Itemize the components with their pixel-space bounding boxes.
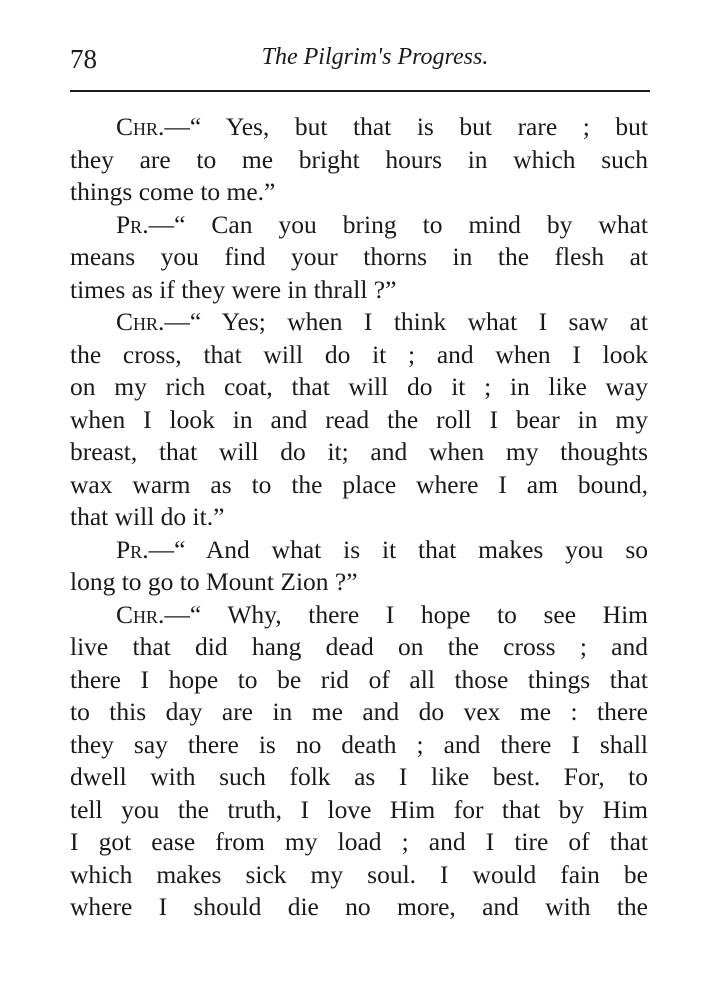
text-line: means you find your thorns in the flesh at [70, 242, 648, 271]
speaker-label: Chr. [116, 112, 165, 141]
text-line: wax warm as to the place where I am bound, [70, 469, 648, 499]
text-line: that will do it.” [70, 502, 225, 531]
text-line: there I hope to be rid of all those things that [70, 664, 648, 694]
text-line: which makes sick my soul. I would fain be [70, 859, 648, 889]
text-line: dwell with such folk as I like best. For, to [70, 762, 648, 791]
text-line: where I should die no more, and with the [70, 892, 648, 921]
text-line: live that did hang dead on the cross ; and [70, 632, 648, 661]
page-header [70, 44, 650, 84]
text-line: Chr.—“ Yes; when I think what I saw at [116, 307, 648, 336]
text-line: Pr.—“ Can you bring to mind by what [116, 209, 648, 239]
speaker-label: Chr. [116, 307, 165, 336]
text-line: things come to me.” [70, 177, 276, 206]
text-line: breast, that will do it; and when my thoughts [70, 437, 648, 466]
text-line: they say there is no death ; and there I shall [70, 729, 648, 759]
speaker-label: Pr. [116, 534, 149, 564]
text-line: to this day are in me and do vex me : there [70, 697, 648, 726]
body-text [70, 111, 648, 924]
text-line: when I look in and read the roll I bear in my [70, 404, 648, 434]
text-line: long to go to Mount Zion ?” [70, 567, 358, 596]
speaker-label: Chr. [116, 599, 165, 629]
page-number: 78 [70, 44, 97, 74]
text-line: Pr.—“ And what is it that makes you so [116, 534, 648, 564]
speaker-label: Pr. [116, 209, 149, 239]
header-rule [70, 90, 650, 92]
text-line: Chr.—“ Yes, but that is but rare ; but [116, 112, 648, 141]
text-line: Chr.—“ Why, there I hope to see Him [116, 599, 648, 629]
text-line: on my rich coat, that will do it ; in like way [70, 372, 648, 401]
text-line: they are to me bright hours in which such [70, 144, 648, 174]
text-line: tell you the truth, I love Him for that by Him [70, 794, 648, 824]
text-line: the cross, that will do it ; and when I look [70, 339, 648, 369]
text-line: I got ease from my load ; and I tire of that [70, 827, 648, 856]
running-title: The Pilgrim's Progress. [261, 44, 489, 70]
text-line: times as if they were in thrall ?” [70, 274, 397, 304]
